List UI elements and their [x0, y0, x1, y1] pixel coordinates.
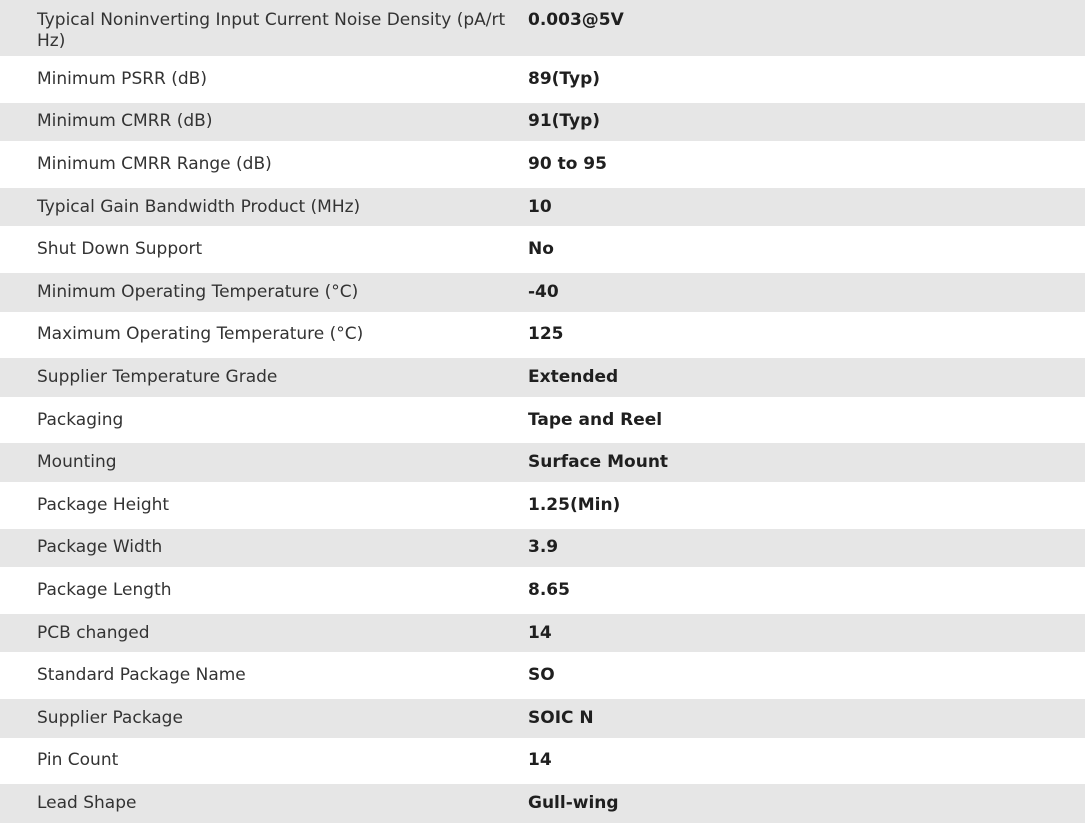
spec-label: Maximum Operating Temperature (°C)	[0, 314, 528, 357]
spec-label: Package Width	[0, 527, 528, 570]
spec-label: Minimum Operating Temperature (°C)	[0, 271, 528, 314]
spec-row-gain-bandwidth	[0, 186, 1085, 229]
spec-value: Gull-wing	[528, 782, 1085, 825]
spec-label: Lead Shape	[0, 782, 528, 825]
spec-row-pin-count	[0, 740, 1085, 783]
spec-label: PCB changed	[0, 612, 528, 655]
spec-row-mounting	[0, 441, 1085, 484]
spec-row-noise-density	[0, 0, 1085, 58]
spec-label: Typical Noninverting Input Current Noise Density (pA/rt Hz)	[0, 0, 528, 58]
spec-value: SOIC N	[528, 697, 1085, 740]
spec-value: -40	[528, 271, 1085, 314]
spec-value: 14	[528, 740, 1085, 783]
spec-row-pcb-changed	[0, 612, 1085, 655]
spec-label: Minimum PSRR (dB)	[0, 58, 528, 101]
spec-value: SO	[528, 654, 1085, 697]
spec-label: Package Length	[0, 569, 528, 612]
spec-value: 0.003@5V	[528, 0, 1085, 58]
spec-label: Typical Gain Bandwidth Product (MHz)	[0, 186, 528, 229]
spec-label: Minimum CMRR Range (dB)	[0, 143, 528, 186]
spec-value: 8.65	[528, 569, 1085, 612]
spec-label: Pin Count	[0, 740, 528, 783]
spec-value: No	[528, 228, 1085, 271]
spec-value: 3.9	[528, 527, 1085, 570]
spec-row-standard-package	[0, 654, 1085, 697]
spec-value: 89(Typ)	[528, 58, 1085, 101]
spec-label: Minimum CMRR (dB)	[0, 101, 528, 144]
spec-row-cmrr	[0, 101, 1085, 144]
spec-value: 10	[528, 186, 1085, 229]
spec-row-package-height	[0, 484, 1085, 527]
spec-value: 90 to 95	[528, 143, 1085, 186]
spec-value: Extended	[528, 356, 1085, 399]
spec-row-max-temp	[0, 314, 1085, 357]
spec-label: Supplier Temperature Grade	[0, 356, 528, 399]
spec-label: Supplier Package	[0, 697, 528, 740]
spec-row-supplier-package	[0, 697, 1085, 740]
spec-value: 14	[528, 612, 1085, 655]
spec-value: 125	[528, 314, 1085, 357]
spec-value: Tape and Reel	[528, 399, 1085, 442]
spec-row-psrr	[0, 58, 1085, 101]
spec-label: Packaging	[0, 399, 528, 442]
spec-label: Mounting	[0, 441, 528, 484]
spec-row-min-temp	[0, 271, 1085, 314]
spec-value: 1.25(Min)	[528, 484, 1085, 527]
spec-label: Package Height	[0, 484, 528, 527]
spec-row-lead-shape	[0, 782, 1085, 825]
spec-row-shut-down	[0, 228, 1085, 271]
spec-value: Surface Mount	[528, 441, 1085, 484]
spec-row-temp-grade	[0, 356, 1085, 399]
spec-row-packaging	[0, 399, 1085, 442]
spec-label: Standard Package Name	[0, 654, 528, 697]
spec-label: Shut Down Support	[0, 228, 528, 271]
spec-row-package-length	[0, 569, 1085, 612]
spec-row-package-width	[0, 527, 1085, 570]
spec-row-cmrr-range	[0, 143, 1085, 186]
spec-value: 91(Typ)	[528, 101, 1085, 144]
